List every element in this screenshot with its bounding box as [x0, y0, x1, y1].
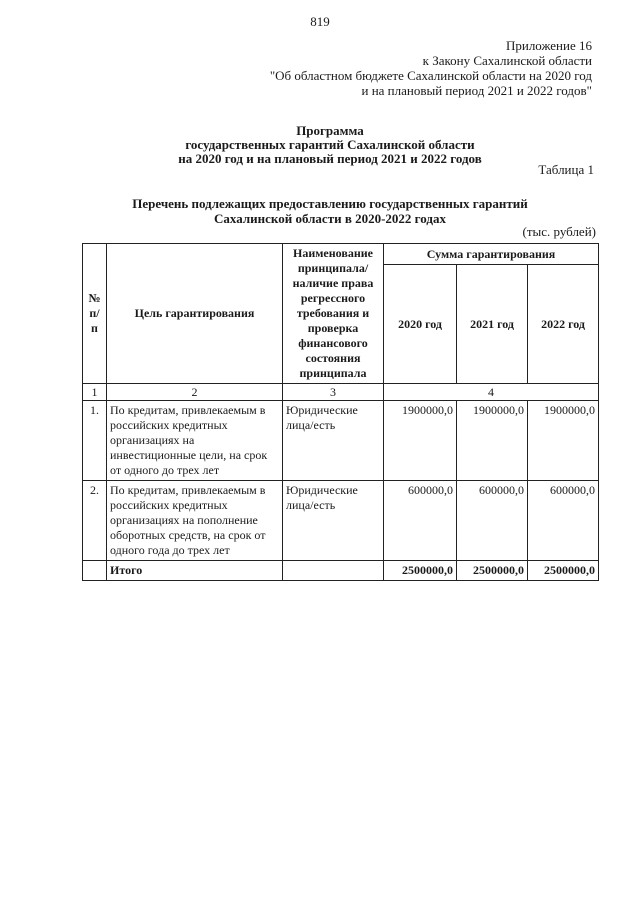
program-title-line: государственных гарантий Сахалинской области — [185, 137, 475, 152]
row-value-2020: 600000,0 — [384, 481, 457, 561]
units-label: (тыс. рублей) — [522, 224, 596, 239]
header-row — [83, 244, 599, 265]
table-label: Таблица 1 — [538, 162, 594, 177]
row-value-2021: 1900000,0 — [457, 401, 528, 481]
appendix-line: и на плановый период 2021 и 2022 годов" — [361, 83, 592, 98]
program-title-line: на 2020 год и на плановый период 2021 и 2022 годов — [178, 151, 482, 166]
header-principal: Наименование принципала/ наличие права регрессного требования и проверка финансового состояния принципала — [283, 244, 384, 384]
table-title-line: Сахалинской области в 2020-2022 годах — [214, 211, 446, 226]
total-row — [83, 561, 599, 581]
table-row — [83, 401, 599, 481]
header-2022: 2022 год — [528, 265, 599, 384]
row-num: 1. — [83, 401, 107, 481]
total-principal — [283, 561, 384, 581]
page-number: 819 — [310, 14, 330, 29]
header-2021: 2021 год — [457, 265, 528, 384]
column-index: 3 — [283, 384, 384, 401]
appendix-line: "Об областном бюджете Сахалинской области на 2020 год — [269, 68, 592, 83]
row-value-2022: 600000,0 — [528, 481, 599, 561]
row-purpose: По кредитам, привлекаемым в российских кредитных организациях на инвестиционные цели, на срок от одного до трех лет — [107, 401, 283, 481]
table-title-line: Перечень подлежащих предоставлению государственных гарантий — [132, 196, 528, 211]
appendix-header — [270, 38, 592, 98]
row-num: 2. — [83, 481, 107, 561]
column-index: 4 — [384, 384, 599, 401]
table-title — [110, 196, 550, 226]
row-value-2022: 1900000,0 — [528, 401, 599, 481]
table-row — [83, 481, 599, 561]
header-num: № п/п — [83, 244, 107, 384]
total-value-2021: 2500000,0 — [457, 561, 528, 581]
column-index: 1 — [83, 384, 107, 401]
row-purpose: По кредитам, привлекаемым в российских кредитных организациях на пополнение оборотных средств, на срок от одного года до трех лет — [107, 481, 283, 561]
program-title-line: Программа — [296, 123, 364, 138]
row-principal: Юридические лица/есть — [283, 401, 384, 481]
row-value-2020: 1900000,0 — [384, 401, 457, 481]
header-2020: 2020 год — [384, 265, 457, 384]
column-index-row — [83, 384, 599, 401]
total-value-2020: 2500000,0 — [384, 561, 457, 581]
appendix-line: к Закону Сахалинской области — [422, 53, 592, 68]
header-purpose: Цель гарантирования — [107, 244, 283, 384]
row-principal: Юридические лица/есть — [283, 481, 384, 561]
program-title — [150, 124, 510, 166]
total-num — [83, 561, 107, 581]
appendix-line: Приложение 16 — [505, 38, 592, 53]
guarantees-table — [82, 243, 599, 581]
total-label: Итого — [107, 561, 283, 581]
column-index: 2 — [107, 384, 283, 401]
header-sum: Сумма гарантирования — [384, 244, 599, 265]
row-value-2021: 600000,0 — [457, 481, 528, 561]
total-value-2022: 2500000,0 — [528, 561, 599, 581]
